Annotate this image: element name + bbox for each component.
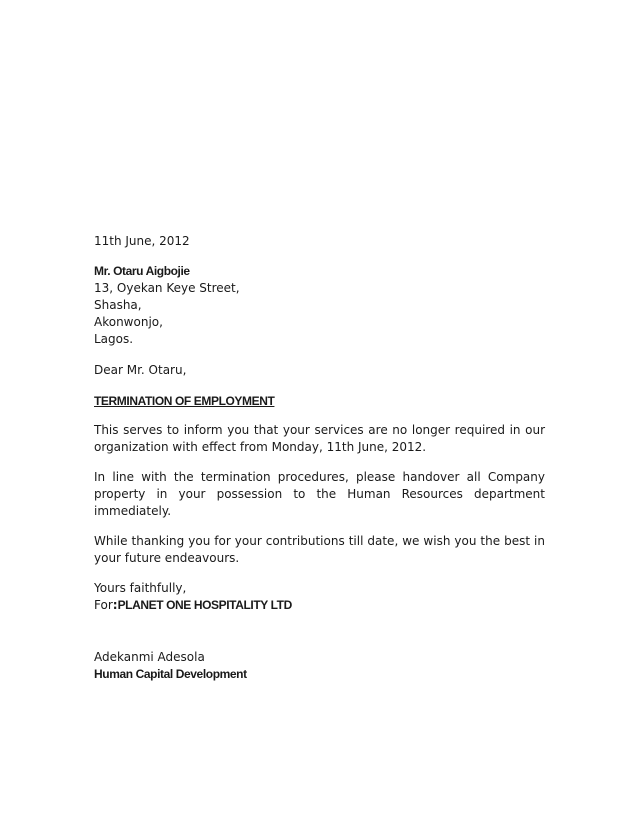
signatory-title: Human Capital Development [94,667,247,681]
company-name: PLANET ONE HOSPITALITY LTD [117,598,292,612]
letter-body [94,233,545,683]
address-line: 13, Oyekan Keye Street, [94,281,240,295]
address-line: Shasha, [94,298,142,312]
for-separator: : [112,598,118,612]
for-company-line [94,597,545,614]
for-label: For [94,598,113,612]
body-paragraph-3: While thanking you for your contributions till date, we wish you the best in your future endeavours. [94,534,545,565]
address-line: Lagos. [94,332,134,346]
body-paragraph-1: This serves to inform you that your services are no longer required in our organization with effect from Monday, 11th June, 2012. [94,423,545,454]
letter-date: 11th June, 2012 [94,234,190,248]
subject-heading: TERMINATION OF EMPLOYMENT [94,394,275,408]
closing: Yours faithfully, [94,581,187,595]
body-paragraph-2: In line with the termination procedures, please handover all Company property in your possession to the Human Resources department immediately. [94,470,545,518]
signature-space [94,614,545,649]
address-line: Akonwonjo, [94,315,163,329]
recipient-block [94,263,545,348]
salutation: Dear Mr. Otaru, [94,363,187,377]
signatory-name: Adekanmi Adesola [94,650,205,664]
recipient-name: Mr. Otaru Aigbojie [94,264,190,278]
